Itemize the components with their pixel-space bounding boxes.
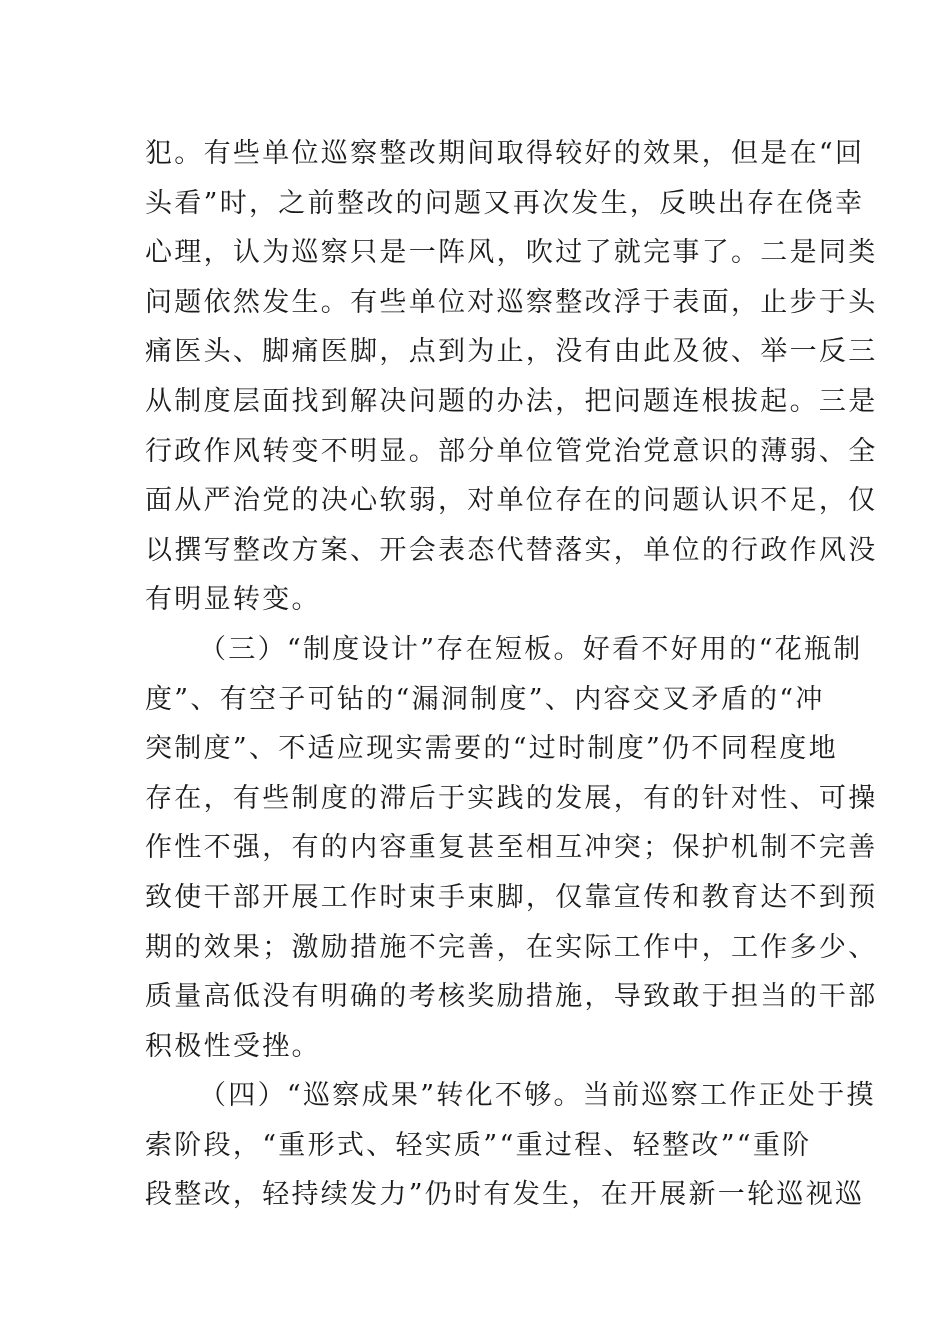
body-text — [145, 129, 878, 1220]
text-line: 问题依然发生。有些单位对巡察整改浮于表面，止步于头 — [145, 286, 878, 318]
text-line: 以撰写整改方案、开会表态代替落实，单位的行政作风没 — [145, 534, 878, 566]
text-line: 犯。有些单位巡察整改期间取得较好的效果，但是在“回 — [145, 138, 865, 169]
text-line: 痛医头、脚痛医脚，点到为止，没有由此及彼、举一反三 — [145, 336, 878, 368]
text-line: 有明显转变。 — [145, 584, 321, 616]
text-line: 头看”时，之前整改的问题又再次发生，反映出存在侥幸 — [145, 187, 865, 219]
text-line: 致使干部开展工作时束手束脚，仅靠宣传和教育达不到预 — [145, 881, 878, 913]
text-line: 突制度”、不适应现实需要的“过时制度”仍不同程度地 — [145, 733, 838, 765]
text-line: 期的效果；激励措施不完善，在实际工作中，工作多少、 — [145, 931, 878, 963]
text-line: 从制度层面找到解决问题的办法，把问题连根拔起。三是 — [145, 385, 878, 417]
text-line: 段整改，轻持续发力”仍时有发生，在开展新一轮巡视巡 — [145, 1179, 865, 1211]
text-line: 索阶段，“重形式、轻实质”“重过程、轻整改”“重阶 — [145, 1129, 812, 1161]
text-line: 质量高低没有明确的考核奖励措施，导致敢于担当的干部 — [145, 981, 878, 1013]
section-heading-line: （四）“巡察成果”转化不够。当前巡察工作正处于摸 — [199, 1080, 876, 1112]
text-line: 积极性受挫。 — [145, 1030, 321, 1062]
text-line: 度”、有空子可钻的“漏洞制度”、内容交叉矛盾的“冲 — [145, 683, 825, 715]
section-heading-line: （三）“制度设计”存在短板。好看不好用的“花瓶制 — [199, 633, 863, 665]
text-line: 存在，有些制度的滞后于实践的发展，有的针对性、可操 — [145, 782, 878, 814]
text-line: 面从严治党的决心软弱，对单位存在的问题认识不足，仅 — [145, 485, 878, 517]
text-line: 行政作风转变不明显。部分单位管党治党意识的薄弱、全 — [145, 435, 878, 467]
text-line: 作性不强，有的内容重复甚至相互冲突；保护机制不完善 — [145, 832, 878, 864]
text-line: 心理，认为巡察只是一阵风，吹过了就完事了。二是同类 — [145, 237, 878, 269]
